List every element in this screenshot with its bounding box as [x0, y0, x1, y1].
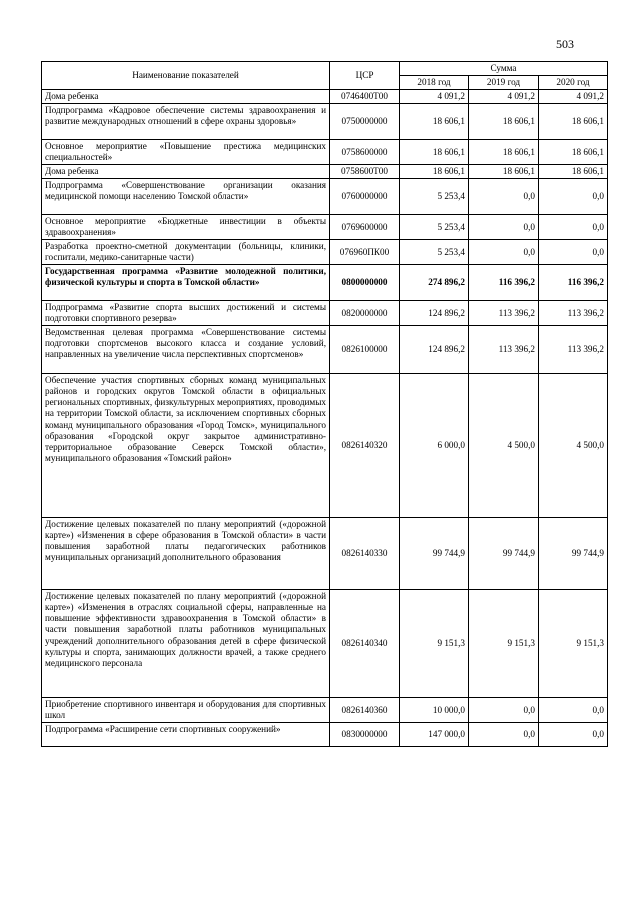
row-value-2019: 116 396,2	[469, 265, 539, 301]
header-code: ЦСР	[330, 62, 400, 90]
row-code: 0758600Т00	[330, 165, 400, 179]
row-value-2019: 18 606,1	[469, 165, 539, 179]
row-value-2020: 0,0	[539, 723, 608, 747]
row-code: 0826100000	[330, 326, 400, 374]
row-name: Достижение целевых показателей по плану мероприятий («дорожной карте») «Изменения в сфере образования в Томской области» в части повышения заработной платы педагогических работников муниципальных организаций дополнительного образования	[42, 518, 330, 590]
table-row	[42, 265, 608, 301]
row-name: Достижение целевых показателей по плану мероприятий («дорожной карте») «Изменения в отраслях социальной сферы, направленные на повышение эффективности здравоохранения в Томской области» в части повышения заработной платы работников муниципальных учреждений дополнительного образования детей в сфере физической культуры и спорта, занимающих должности врачей, а также среднего медицинского персонала	[42, 590, 330, 698]
table-row	[42, 518, 608, 590]
row-name: Основное мероприятие «Бюджетные инвестиции в объекты здравоохранения»	[42, 215, 330, 240]
row-value-2019: 18 606,1	[469, 140, 539, 165]
row-value-2020: 4 500,0	[539, 374, 608, 518]
table-row	[42, 301, 608, 326]
row-value-2020: 116 396,2	[539, 265, 608, 301]
row-name: Обеспечение участия спортивных сборных команд муниципальных районов и городских округов Томской области в официальных региональных спортивных, физкультурных мероприятиях, проводимых на территории Томской области, за исключением спортивных сборных команд муниципального образования «Город Томск», муниципального образования «Городской округ закрытое административно-территориальное образование Северск Томской области», муниципального образования «Томский район»	[42, 374, 330, 518]
row-code: 0760000000	[330, 179, 400, 215]
row-value-2020: 4 091,2	[539, 90, 608, 104]
table-row	[42, 140, 608, 165]
row-name: Дома ребенка	[42, 165, 330, 179]
row-name: Подпрограмма «Расширение сети спортивных сооружений»	[42, 723, 330, 747]
row-value-2019: 0,0	[469, 240, 539, 265]
table-row	[42, 723, 608, 747]
row-value-2018: 99 744,9	[400, 518, 469, 590]
row-value-2018: 5 253,4	[400, 215, 469, 240]
row-name: Разработка проектно-сметной документации (больницы, клиники, госпитали, медико-санитарные части)	[42, 240, 330, 265]
row-code: 0800000000	[330, 265, 400, 301]
row-value-2020: 113 396,2	[539, 326, 608, 374]
row-value-2018: 147 000,0	[400, 723, 469, 747]
row-value-2020: 18 606,1	[539, 104, 608, 140]
header-name: Наименование показателей	[42, 62, 330, 90]
row-value-2018: 4 091,2	[400, 90, 469, 104]
table-row	[42, 215, 608, 240]
row-name: Подпрограмма «Развитие спорта высших достижений и системы подготовки спортивного резерва»	[42, 301, 330, 326]
table-row	[42, 240, 608, 265]
table-row	[42, 90, 608, 104]
row-code: 0820000000	[330, 301, 400, 326]
row-code: 0826140320	[330, 374, 400, 518]
row-code: 0769600000	[330, 215, 400, 240]
header-year-2018: 2018 год	[400, 76, 469, 90]
row-value-2020: 0,0	[539, 240, 608, 265]
row-value-2018: 124 896,2	[400, 326, 469, 374]
row-name: Приобретение спортивного инвентаря и оборудования для спортивных школ	[42, 698, 330, 723]
header-sum: Сумма	[400, 62, 608, 76]
row-name: Дома ребенка	[42, 90, 330, 104]
header-year-2019: 2019 год	[469, 76, 539, 90]
row-name: Подпрограмма «Совершенствование организации оказания медицинской помощи населению Томской области»	[42, 179, 330, 215]
table-row	[42, 165, 608, 179]
row-value-2019: 0,0	[469, 698, 539, 723]
budget-table	[41, 61, 608, 747]
row-code: 0750000000	[330, 104, 400, 140]
row-value-2019: 0,0	[469, 215, 539, 240]
row-value-2020: 9 151,3	[539, 590, 608, 698]
row-name: Государственная программа «Развитие молодежной политики, физической культуры и спорта в Томской области»	[42, 265, 330, 301]
row-value-2018: 274 896,2	[400, 265, 469, 301]
row-value-2018: 5 253,4	[400, 179, 469, 215]
table-row	[42, 590, 608, 698]
row-value-2018: 9 151,3	[400, 590, 469, 698]
row-value-2019: 0,0	[469, 723, 539, 747]
row-value-2020: 18 606,1	[539, 140, 608, 165]
row-code: 0826140330	[330, 518, 400, 590]
row-code: 0826140360	[330, 698, 400, 723]
row-value-2019: 99 744,9	[469, 518, 539, 590]
row-value-2019: 113 396,2	[469, 326, 539, 374]
table-row	[42, 374, 608, 518]
row-value-2019: 18 606,1	[469, 104, 539, 140]
row-value-2020: 0,0	[539, 179, 608, 215]
row-value-2020: 0,0	[539, 698, 608, 723]
row-value-2018: 6 000,0	[400, 374, 469, 518]
row-value-2020: 99 744,9	[539, 518, 608, 590]
row-value-2019: 0,0	[469, 179, 539, 215]
row-value-2018: 10 000,0	[400, 698, 469, 723]
row-code: 0758600000	[330, 140, 400, 165]
row-name: Основное мероприятие «Повышение престижа медицинских специальностей»	[42, 140, 330, 165]
row-code: 076960ПК00	[330, 240, 400, 265]
row-value-2020: 113 396,2	[539, 301, 608, 326]
row-value-2020: 0,0	[539, 215, 608, 240]
table-row	[42, 179, 608, 215]
row-value-2018: 18 606,1	[400, 165, 469, 179]
header-year-2020: 2020 год	[539, 76, 608, 90]
row-value-2018: 124 896,2	[400, 301, 469, 326]
table-row	[42, 698, 608, 723]
row-code: 0826140340	[330, 590, 400, 698]
table-row	[42, 104, 608, 140]
row-value-2020: 18 606,1	[539, 165, 608, 179]
table-header	[42, 62, 608, 90]
table-row	[42, 326, 608, 374]
row-name: Подпрограмма «Кадровое обеспечение системы здравоохранения и развитие международных отношений в сфере охраны здоровья»	[42, 104, 330, 140]
page-number: 503	[556, 37, 574, 51]
row-value-2018: 18 606,1	[400, 104, 469, 140]
row-name: Ведомственная целевая программа «Совершенствование системы подготовки спортсменов высокого класса и создание условий, направленных на увеличение числа перспективных спортсменов»	[42, 326, 330, 374]
row-value-2019: 4 091,2	[469, 90, 539, 104]
row-value-2019: 9 151,3	[469, 590, 539, 698]
row-value-2019: 4 500,0	[469, 374, 539, 518]
table-body	[42, 90, 608, 747]
row-code: 0830000000	[330, 723, 400, 747]
row-value-2018: 5 253,4	[400, 240, 469, 265]
row-value-2018: 18 606,1	[400, 140, 469, 165]
row-code: 0746400Т00	[330, 90, 400, 104]
row-value-2019: 113 396,2	[469, 301, 539, 326]
